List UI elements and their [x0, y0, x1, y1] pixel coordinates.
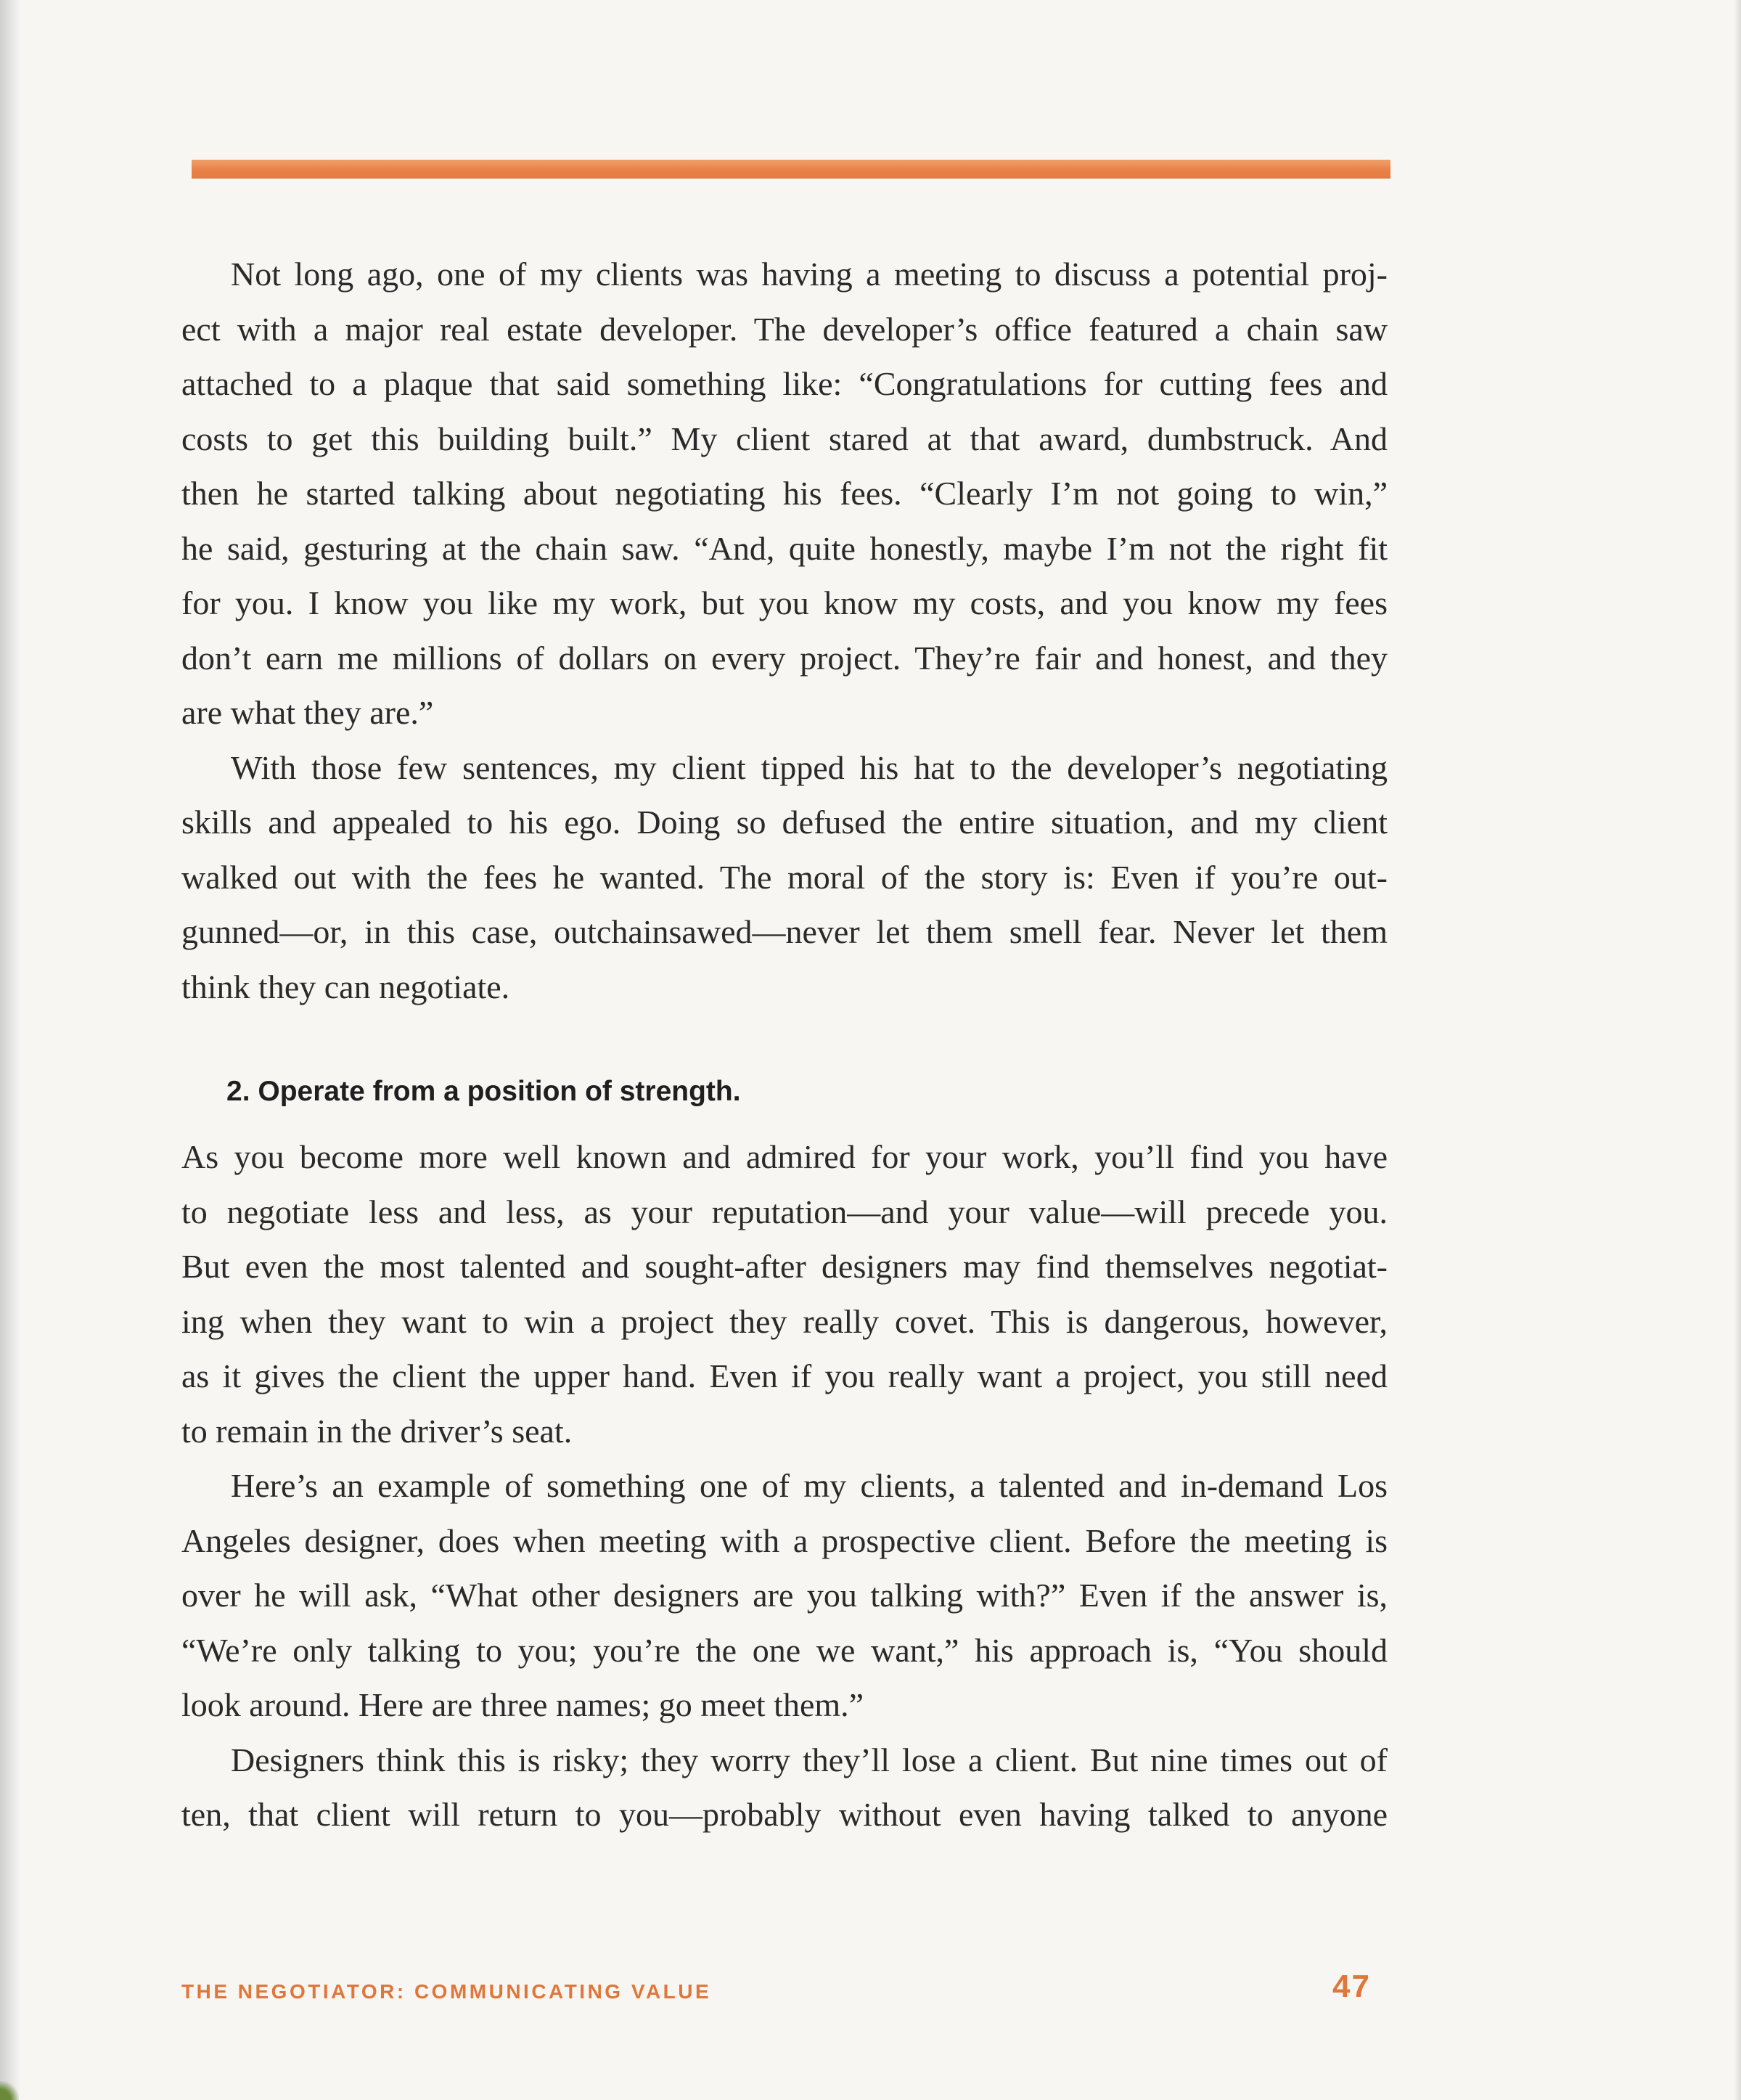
text-line: to remain in the driver’s seat. — [181, 1412, 573, 1450]
corner-mark — [0, 2081, 19, 2100]
text-line: Not long ago, one of my clients was having a meeting to discuss a potential proj- — [231, 256, 1388, 293]
text-line: don’t earn me millions of dollars on every project. They’re fair and honest, and they — [181, 639, 1388, 677]
text-line: over he will ask, “What other designers are you talking with?” Even if the answer is, — [181, 1577, 1388, 1614]
page-number: 47 — [1332, 1969, 1371, 2004]
running-footer-title: THE NEGOTIATOR: COMMUNICATING VALUE — [181, 1980, 712, 2003]
page-edge-shadow — [1734, 0, 1741, 2100]
text-line: “We’re only talking to you; you’re the one we want,” his approach is, “You should — [181, 1631, 1388, 1669]
text-line: skills and appealed to his ego. Doing so defused the entire situation, and my client — [181, 804, 1388, 841]
text-line: walked out with the fees he wanted. The moral of the story is: Even if you’re out- — [181, 858, 1388, 896]
text-line: think they can negotiate. — [181, 968, 510, 1005]
text-line: for you. I know you like my work, but you know my costs, and you know my fees — [181, 584, 1388, 621]
section-heading: 2. Operate from a position of strength. — [226, 1076, 741, 1107]
text-line: to negotiate less and less, as your reputation—and your value—will precede you. — [181, 1193, 1388, 1230]
text-line: costs to get this building built.” My client stared at that award, dumbstruck. And — [181, 420, 1388, 457]
text-line: As you become more well known and admired for your work, you’ll find you have — [181, 1138, 1388, 1175]
header-accent-bar — [192, 160, 1390, 179]
text-line: he said, gesturing at the chain saw. “And, quite honestly, maybe I’m not the right fit — [181, 529, 1388, 567]
text-line: attached to a plaque that said something like: “Congratulations for cutting fees and — [181, 365, 1388, 402]
binding-gutter-shadow — [0, 0, 20, 2100]
text-line: ing when they want to win a project they really covet. This is dangerous, however, — [181, 1302, 1388, 1340]
text-line: Designers think this is risky; they worry they’ll lose a client. But nine times out of — [231, 1741, 1388, 1778]
text-line: ect with a major real estate developer. The developer’s office featured a chain saw — [181, 310, 1388, 348]
body-text-block-1 — [181, 247, 1388, 1014]
text-line: Angeles designer, does when meeting with a prospective client. Before the meeting is — [181, 1521, 1388, 1559]
text-line: look around. Here are three names; go meet them.” — [181, 1686, 864, 1723]
text-line: With those few sentences, my client tipped his hat to the developer’s negotiating — [231, 748, 1388, 786]
text-line: But even the most talented and sought-after designers may find themselves negotiat- — [181, 1248, 1388, 1285]
body-text-block-2 — [181, 1129, 1388, 1842]
text-line: Here’s an example of something one of my clients, a talented and in-demand Los — [231, 1467, 1388, 1504]
text-line: then he started talking about negotiating his fees. “Clearly I’m not going to win,” — [181, 475, 1388, 512]
text-line: gunned—or, in this case, outchainsawed—never let them smell fear. Never let them — [181, 913, 1388, 950]
text-line: ten, that client will return to you—probably without even having talked to anyone — [181, 1796, 1388, 1833]
text-line: are what they are.” — [181, 694, 434, 731]
text-line: as it gives the client the upper hand. Even if you really want a project, you still need — [181, 1357, 1388, 1394]
